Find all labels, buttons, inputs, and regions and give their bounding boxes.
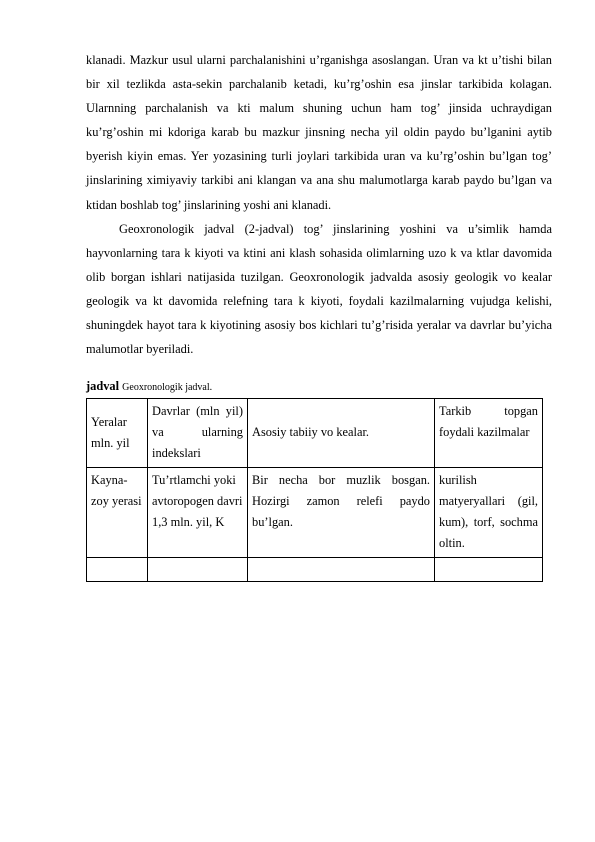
cell-empty [87, 558, 148, 582]
table-header-row [87, 399, 543, 468]
cell-era: Kayna- zoy yerasi [87, 468, 148, 558]
body-paragraph-2: Geoxronologik jadval (2-jadval) tog’ jinslarining yoshini va u’simlik hamda hayvonlarning tara k kiyoti va ktini ani klash sohasida olimlarning uzo k va ktlar davomida olib borgan ishlari natijasida tuzilgan. Geoxronologik jadvalda asosiy geologik vo kealar geologik va kt davomida relefning tara k kiyoti, foydali kazilmalarning vujudga kelishi, shuningdek hayot tara k kiyotining asosiy bos kichlari tu’g’risida yeralar va davrlar bu’yicha malumotlar byeriladi. [86, 221, 552, 357]
header-periods: Davrlar (mln yil) va ularning indekslari [148, 399, 248, 468]
cell-empty [148, 558, 248, 582]
table-caption [86, 379, 552, 394]
table-caption-title: Geoxronologik jadval. [122, 382, 213, 394]
table-spacer-row [87, 558, 543, 582]
cell-empty [435, 558, 543, 582]
cell-minerals: kurilish matyeryallari (gil, kum), torf, sochma oltin. [435, 468, 543, 558]
cell-events: Bir necha bor muzlik bosgan. Hozirgi zamon relefi paydo bu’lgan. [248, 468, 435, 558]
cell-period: Tu’rtlamchi yoki avtoropogen davri 1,3 mln. yil, K [148, 468, 248, 558]
document-page [86, 48, 552, 582]
cell-empty [248, 558, 435, 582]
geochronology-table [86, 398, 543, 582]
header-main-events: Asosiy tabiiy vo kealar. [248, 399, 435, 468]
header-minerals: Tarkib topgan foydali kazilmalar [435, 399, 543, 468]
table-row [87, 468, 543, 558]
header-eras: Yeralar mln. yil [87, 399, 148, 468]
table-caption-label: jadval [86, 379, 120, 394]
body-paragraph-1: klanadi. Mazkur usul ularni parchalanishini u’rganishga asoslangan. Uran va kt u’tishi bilan bir xil tezlikda asta-sekin parchalanib ketadi, ku’rg’oshin esa jinslar tarkibida kolagan. Ularnning parchalanish va kti malum shuning uchun ham tog’ jinsida uchraydigan ku’rg’oshin mi kdoriga karab bu mazkur jinsning necha yil oldin paydo bu’lganini aytib byerish kiyin emas. Yer yozasining turli joylari tarkibida uran va ku’rg’oshin bu’lgan tog’ jinslarining ximiyaviy tarkibi ani klangan va ana shu malumotlarga karab paydo bu’lgan va ktidan boshlab tog’ jinslarining yoshi ani klanadi. [86, 53, 552, 212]
